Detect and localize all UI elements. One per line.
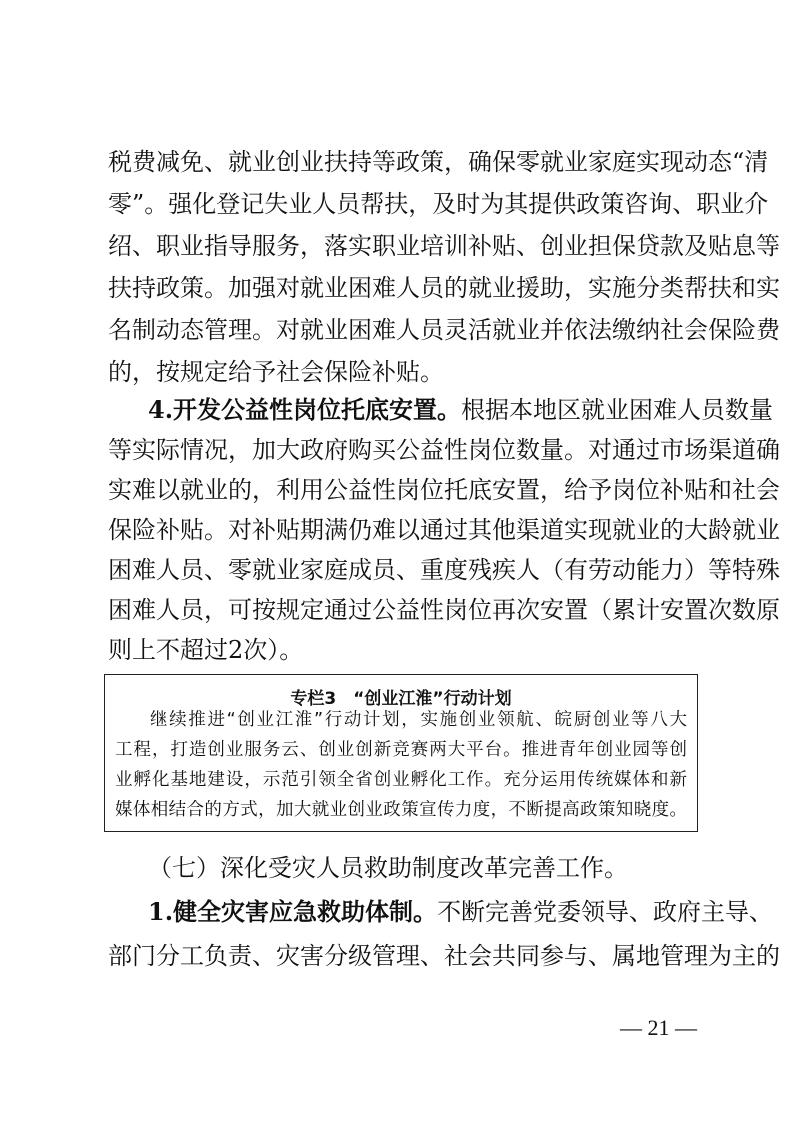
section-7-1-text: 不断完善党委领导、政府主导、: [437, 898, 774, 926]
paragraph-line: 绍、职业指导服务，落实职业培训补贴、创业担保贷款及贴息等: [108, 232, 780, 260]
section-7-heading: （七）深化受灾人员救助制度改革完善工作。: [148, 854, 628, 882]
paragraph-line: 困难人员、零就业家庭成员、重度残疾人（有劳动能力）等特殊: [108, 556, 780, 584]
column-line: 业孵化基地建设，示范引领全省创业孵化工作。充分运用传统媒体和新: [115, 770, 687, 790]
page-number: — 21 —: [620, 1015, 697, 1040]
feature-column-box: [104, 674, 698, 832]
paragraph-line: 税费减免、就业创业扶持等政策，确保零就业家庭实现动态“清: [108, 148, 769, 176]
paragraph-line: 扶持政策。加强对就业困难人员的就业援助，实施分类帮扶和实: [108, 274, 780, 302]
column-line: 工程，打造创业服务云、创业创新竞赛两大平台。推进青年创业园等创: [115, 740, 687, 760]
column-line: 媒体相结合的方式，加大就业创业政策宣传力度，不断提高政策知晓度。: [115, 800, 687, 820]
paragraph-line: 等实际情况，加大政府购买公益性岗位数量。对通过市场渠道确: [108, 436, 780, 464]
paragraph-line: 的，按规定给予社会保险补贴。: [108, 358, 444, 386]
paragraph-line: 保险补贴。对补贴期满仍难以通过其他渠道实现就业的大龄就业: [108, 516, 780, 544]
section-7-1-first-line: [148, 897, 774, 926]
section-4-heading: 4.开发公益性岗位托底安置。: [148, 395, 462, 424]
section-7-1-heading: 1.健全灾害应急救助体制。: [148, 897, 438, 926]
section-4-text: 根据本地区就业困难人员数量: [461, 396, 774, 424]
column-title: 专栏3 “创业江淮”行动计划: [290, 689, 512, 709]
paragraph-line: 困难人员，可按规定通过公益性岗位再次安置（累计安置次数原: [108, 596, 780, 624]
section-4-first-line: [148, 395, 774, 424]
paragraph-line: 则上不超过2次）。: [108, 636, 304, 664]
paragraph-line: 部门分工负责、灾害分级管理、社会共同参与、属地管理为主的: [108, 942, 780, 970]
column-line: 继续推进“创业江淮”行动计划，实施创业领航、皖厨创业等八大: [150, 710, 687, 730]
paragraph-line: 零”。强化登记失业人员帮扶，及时为其提供政策咨询、职业介: [108, 190, 769, 218]
paragraph-line: 实难以就业的，利用公益性岗位托底安置，给予岗位补贴和社会: [108, 476, 780, 504]
paragraph-line: 名制动态管理。对就业困难人员灵活就业并依法缴纳社会保险费: [108, 316, 780, 344]
